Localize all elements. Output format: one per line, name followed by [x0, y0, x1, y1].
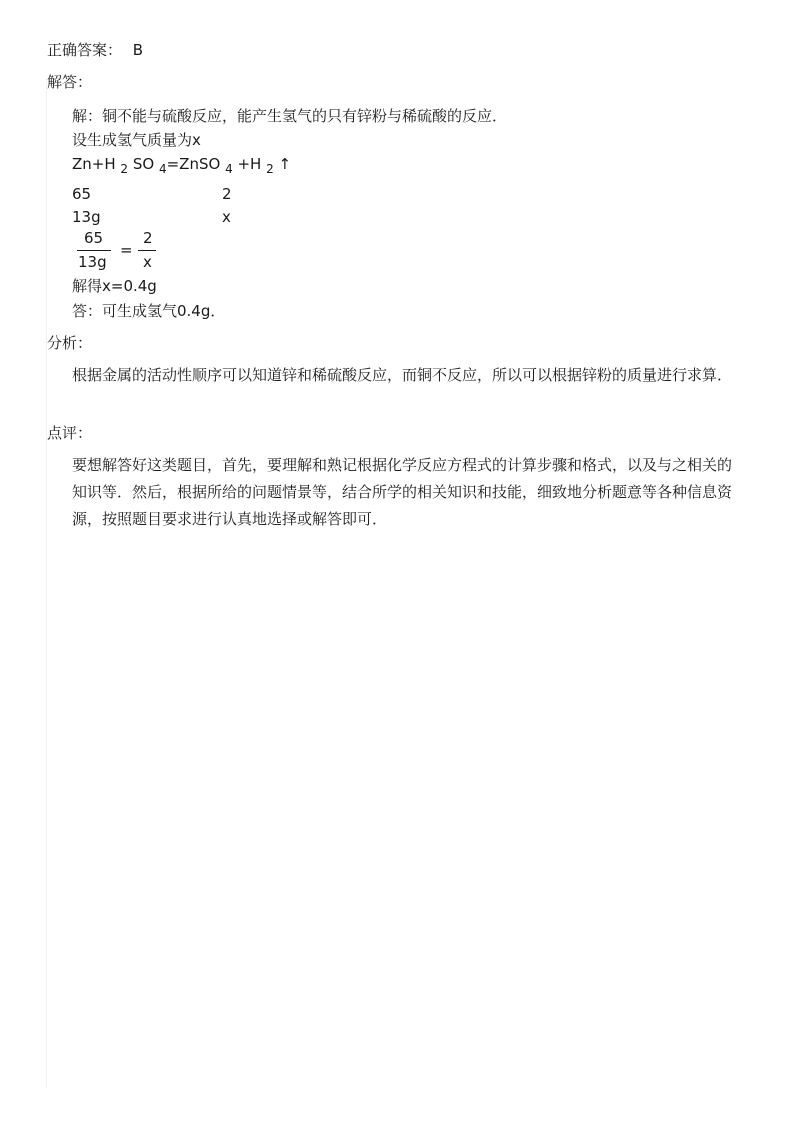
solution-line-2: 设生成氢气质量为x: [72, 131, 201, 149]
equation-part-h: +H: [237, 155, 262, 173]
row1-right: 2: [222, 185, 232, 203]
comment-heading: 点评：: [47, 424, 93, 442]
row2-right: x: [222, 208, 231, 226]
equation-subscript: 4: [225, 162, 233, 176]
analysis-text: 根据金属的活动性顺序可以知道锌和稀硫酸反应，而铜不反应，所以可以根据锌粉的质量进行求算．: [72, 366, 733, 384]
equation-subscript: 2: [120, 162, 129, 176]
answer-label: 正确答案：: [47, 41, 123, 59]
comment-text: 要想解答好这类题目，首先，要理解和熟记根据化学反应方程式的计算步骤和格式，以及与之相关的知识等．然后，根据所给的问题情景等，结合所学的相关知识和技能，细致地分析题意等各种信息资源，按照题目要求进行认真地选择或解答即可．: [72, 456, 733, 528]
solution-result: 解得x=0.4g: [72, 277, 157, 295]
fraction-equals: =: [120, 241, 133, 259]
equation-subscript: 4: [158, 162, 167, 176]
chemical-equation: [72, 154, 291, 175]
equation-subscript: 2: [266, 162, 274, 176]
fraction-numerator-2: 2: [143, 229, 153, 247]
row2-left: 13g: [72, 208, 101, 226]
equation-part-zn: Zn+H: [72, 155, 116, 173]
answer-value: B: [132, 41, 144, 59]
fraction-numerator-1: 65: [84, 229, 104, 247]
fraction-denominator-2: x: [143, 253, 152, 271]
gas-arrow-icon: ↑: [278, 155, 292, 173]
equation-part-znso: =ZnSO: [166, 155, 221, 173]
answer-line: [47, 40, 143, 60]
solution-line-1: 解：铜不能与硫酸反应，能产生氢气的只有锌粉与稀硫酸的反应．: [72, 107, 508, 125]
fraction-denominator-1: 13g: [78, 253, 107, 271]
solution-conclusion: 答：可生成氢气0.4g．: [72, 302, 226, 320]
row1-left: 65: [72, 185, 92, 203]
fraction-bar-2: [138, 250, 156, 251]
equation-part-so: SO: [132, 155, 155, 173]
left-margin-rule: [46, 78, 47, 1088]
analysis-heading: 分析：: [47, 334, 93, 352]
fraction-bar-1: [77, 250, 111, 251]
solution-heading: 解答：: [47, 73, 93, 91]
